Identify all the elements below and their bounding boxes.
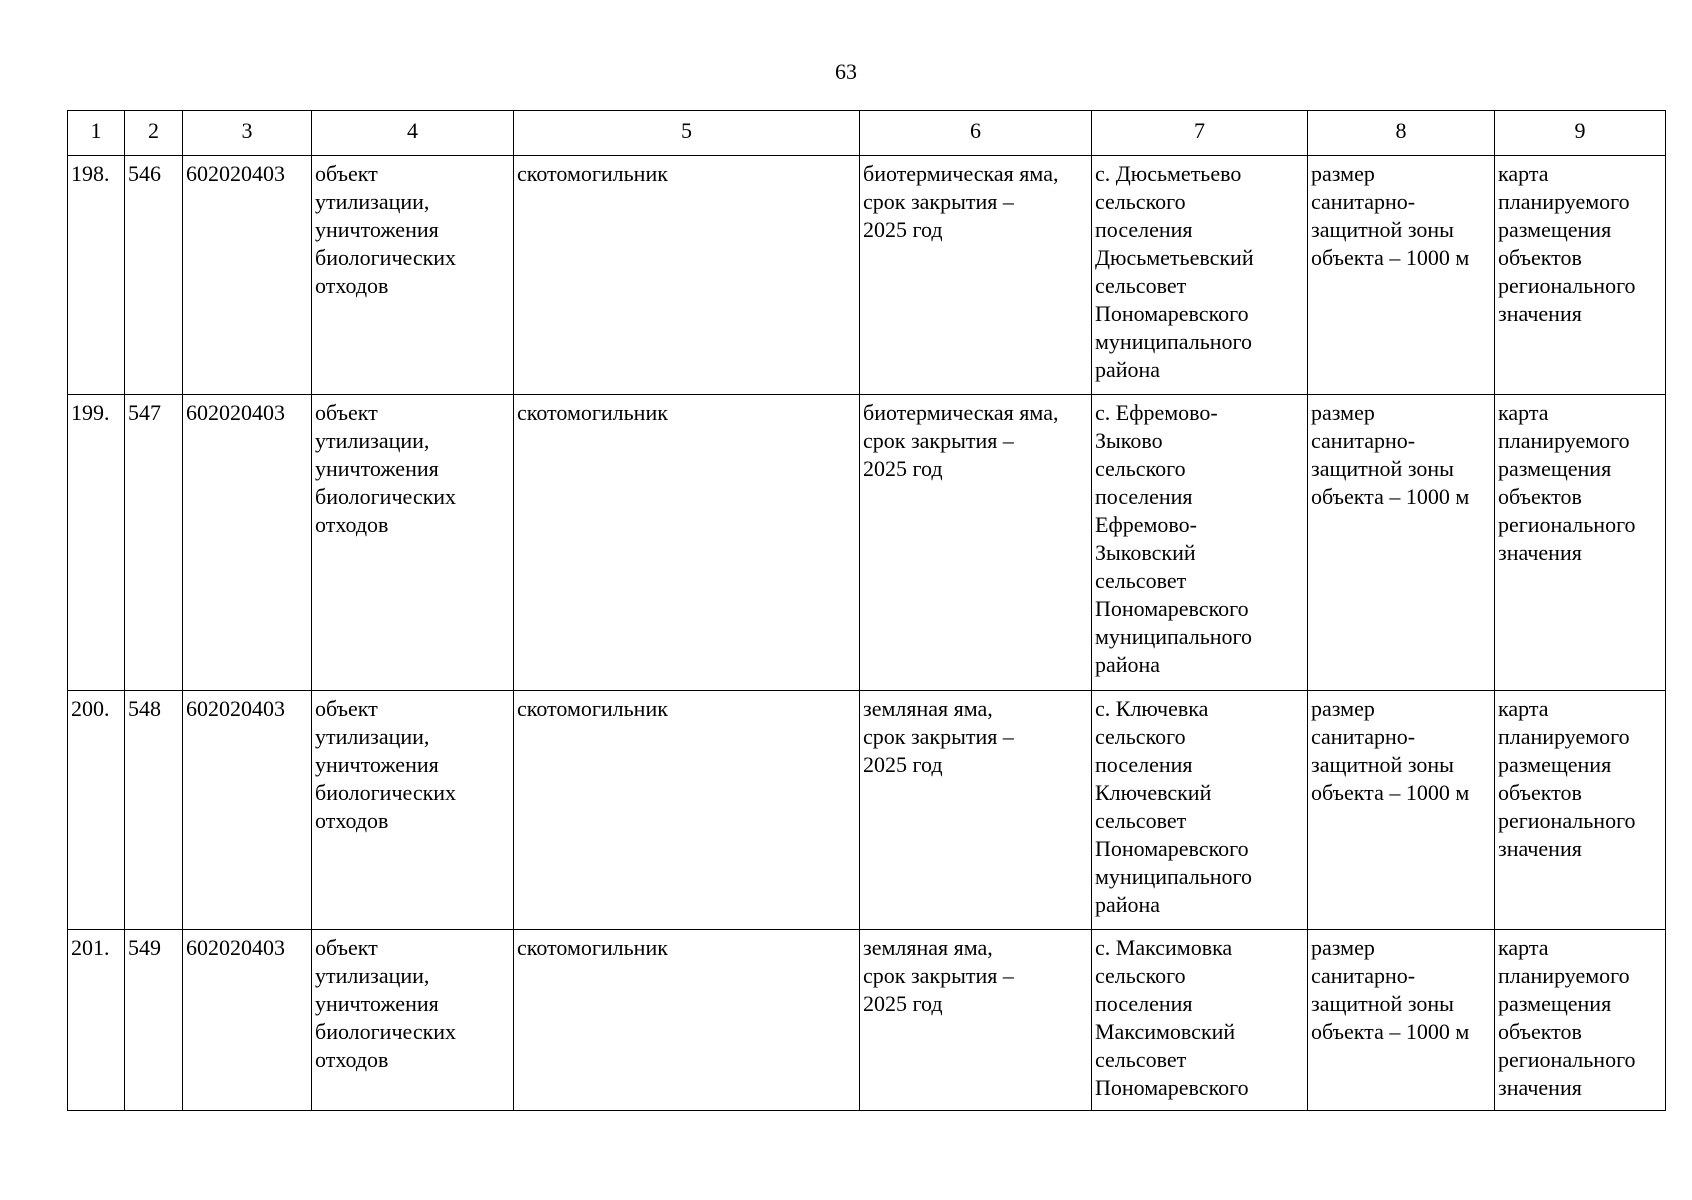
map-reference-cell: карта планируемого размещения объектов регионального значения (1495, 691, 1666, 930)
column-header-2: 2 (125, 111, 183, 156)
object-name-cell: скотомогильник (514, 395, 860, 691)
object-number-cell: 548 (125, 691, 183, 930)
table-row (68, 691, 1666, 930)
header-row (68, 111, 1666, 156)
zone-size-cell: размер санитарно- защитной зоны объекта – 1000 м (1308, 156, 1495, 395)
map-reference-cell: карта планируемого размещения объектов регионального значения (1495, 395, 1666, 691)
characteristics-cell: биотермическая яма, срок закрытия – 2025 год (860, 395, 1092, 691)
row-number-cell: 200. (68, 691, 125, 930)
code-cell: 602020403 (183, 156, 312, 395)
code-cell: 602020403 (183, 395, 312, 691)
column-header-7: 7 (1092, 111, 1308, 156)
location-cell: с. Дюсьметьево сельского поселения Дюсьметьевский сельсовет Пономаревского муниципального района (1092, 156, 1308, 395)
column-header-6: 6 (860, 111, 1092, 156)
location-cell: с. Ключевка сельского поселения Ключевский сельсовет Пономаревского муниципального района (1092, 691, 1308, 930)
zone-size-cell: размер санитарно- защитной зоны объекта – 1000 м (1308, 691, 1495, 930)
objects-table (67, 110, 1666, 1111)
object-type-cell: объект утилизации, уничтожения биологических отходов (312, 930, 514, 1111)
column-header-1: 1 (68, 111, 125, 156)
table-row (68, 156, 1666, 395)
column-header-5: 5 (514, 111, 860, 156)
column-header-8: 8 (1308, 111, 1495, 156)
map-reference-cell: карта планируемого размещения объектов регионального значения (1495, 156, 1666, 395)
characteristics-cell: земляная яма, срок закрытия – 2025 год (860, 930, 1092, 1111)
object-type-cell: объект утилизации, уничтожения биологических отходов (312, 156, 514, 395)
object-name-cell: скотомогильник (514, 930, 860, 1111)
row-number-cell: 199. (68, 395, 125, 691)
object-number-cell: 546 (125, 156, 183, 395)
code-cell: 602020403 (183, 930, 312, 1111)
map-reference-cell: карта планируемого размещения объектов регионального значения (1495, 930, 1666, 1111)
zone-size-cell: размер санитарно- защитной зоны объекта – 1000 м (1308, 395, 1495, 691)
table-row (68, 395, 1666, 691)
object-number-cell: 549 (125, 930, 183, 1111)
column-header-9: 9 (1495, 111, 1666, 156)
characteristics-cell: земляная яма, срок закрытия – 2025 год (860, 691, 1092, 930)
page-number: 63 (835, 59, 857, 84)
object-number-cell: 547 (125, 395, 183, 691)
object-type-cell: объект утилизации, уничтожения биологических отходов (312, 691, 514, 930)
object-name-cell: скотомогильник (514, 691, 860, 930)
column-header-4: 4 (312, 111, 514, 156)
table-row (68, 930, 1666, 1111)
object-name-cell: скотомогильник (514, 156, 860, 395)
code-cell: 602020403 (183, 691, 312, 930)
zone-size-cell: размер санитарно- защитной зоны объекта – 1000 м (1308, 930, 1495, 1111)
row-number-cell: 201. (68, 930, 125, 1111)
characteristics-cell: биотермическая яма, срок закрытия – 2025 год (860, 156, 1092, 395)
location-cell: с. Максимовка сельского поселения Максимовский сельсовет Пономаревского (1092, 930, 1308, 1111)
object-type-cell: объект утилизации, уничтожения биологических отходов (312, 395, 514, 691)
column-header-3: 3 (183, 111, 312, 156)
location-cell: с. Ефремово- Зыково сельского поселения Ефремово- Зыковский сельсовет Пономаревского муниципального района (1092, 395, 1308, 691)
row-number-cell: 198. (68, 156, 125, 395)
